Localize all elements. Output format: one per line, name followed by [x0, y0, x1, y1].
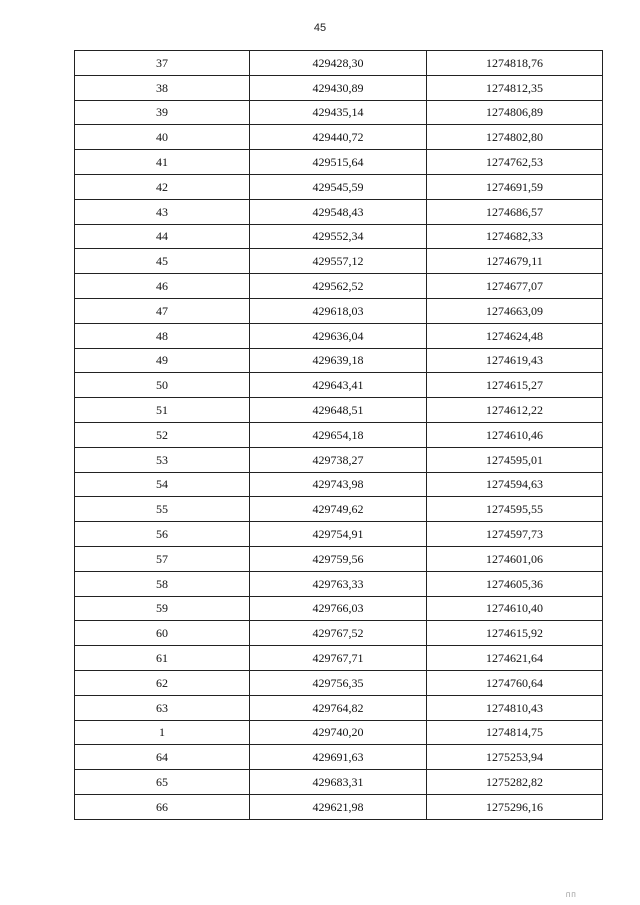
point-number-cell: 44 — [75, 224, 250, 249]
table-row — [75, 720, 603, 745]
y-coordinate-cell: 1274595,01 — [427, 447, 603, 472]
x-coordinate-cell: 429648,51 — [250, 398, 427, 423]
point-number-cell: 51 — [75, 398, 250, 423]
y-coordinate-cell: 1274615,92 — [427, 621, 603, 646]
x-coordinate-cell: 429621,98 — [250, 794, 427, 819]
y-coordinate-cell: 1274802,80 — [427, 125, 603, 150]
table-row — [75, 794, 603, 819]
table-row — [75, 472, 603, 497]
y-coordinate-cell: 1274610,46 — [427, 422, 603, 447]
y-coordinate-cell: 1274810,43 — [427, 695, 603, 720]
table-row — [75, 298, 603, 323]
y-coordinate-cell: 1275282,82 — [427, 770, 603, 795]
point-number-cell: 59 — [75, 596, 250, 621]
coordinates-table — [74, 50, 603, 820]
table-row — [75, 646, 603, 671]
y-coordinate-cell: 1274612,22 — [427, 398, 603, 423]
table-row — [75, 695, 603, 720]
point-number-cell: 40 — [75, 125, 250, 150]
point-number-cell: 42 — [75, 174, 250, 199]
y-coordinate-cell: 1275296,16 — [427, 794, 603, 819]
x-coordinate-cell: 429643,41 — [250, 373, 427, 398]
x-coordinate-cell: 429749,62 — [250, 497, 427, 522]
y-coordinate-cell: 1274686,57 — [427, 199, 603, 224]
x-coordinate-cell: 429683,31 — [250, 770, 427, 795]
y-coordinate-cell: 1274597,73 — [427, 522, 603, 547]
point-number-cell: 57 — [75, 546, 250, 571]
table-row — [75, 670, 603, 695]
table-row — [75, 51, 603, 76]
y-coordinate-cell: 1274677,07 — [427, 274, 603, 299]
table-row — [75, 75, 603, 100]
x-coordinate-cell: 429654,18 — [250, 422, 427, 447]
y-coordinate-cell: 1274619,43 — [427, 348, 603, 373]
x-coordinate-cell: 429562,52 — [250, 274, 427, 299]
point-number-cell: 49 — [75, 348, 250, 373]
x-coordinate-cell: 429691,63 — [250, 745, 427, 770]
y-coordinate-cell: 1274760,64 — [427, 670, 603, 695]
table-row — [75, 422, 603, 447]
point-number-cell: 65 — [75, 770, 250, 795]
x-coordinate-cell: 429636,04 — [250, 323, 427, 348]
x-coordinate-cell: 429740,20 — [250, 720, 427, 745]
point-number-cell: 64 — [75, 745, 250, 770]
y-coordinate-cell: 1274615,27 — [427, 373, 603, 398]
y-coordinate-cell: 1274610,40 — [427, 596, 603, 621]
table-row — [75, 447, 603, 472]
table-row — [75, 522, 603, 547]
table-row — [75, 398, 603, 423]
table-row — [75, 596, 603, 621]
y-coordinate-cell: 1274624,48 — [427, 323, 603, 348]
x-coordinate-cell: 429756,35 — [250, 670, 427, 695]
point-number-cell: 61 — [75, 646, 250, 671]
y-coordinate-cell: 1274679,11 — [427, 249, 603, 274]
point-number-cell: 43 — [75, 199, 250, 224]
x-coordinate-cell: 429435,14 — [250, 100, 427, 125]
table-row — [75, 373, 603, 398]
page-number: 45 — [313, 22, 327, 34]
table-row — [75, 546, 603, 571]
table-row — [75, 770, 603, 795]
y-coordinate-cell: 1275253,94 — [427, 745, 603, 770]
y-coordinate-cell: 1274762,53 — [427, 150, 603, 175]
x-coordinate-cell: 429759,56 — [250, 546, 427, 571]
point-number-cell: 58 — [75, 571, 250, 596]
y-coordinate-cell: 1274812,35 — [427, 75, 603, 100]
x-coordinate-cell: 429743,98 — [250, 472, 427, 497]
y-coordinate-cell: 1274818,76 — [427, 51, 603, 76]
x-coordinate-cell: 429763,33 — [250, 571, 427, 596]
point-number-cell: 56 — [75, 522, 250, 547]
x-coordinate-cell: 429545,59 — [250, 174, 427, 199]
x-coordinate-cell: 429639,18 — [250, 348, 427, 373]
table-row — [75, 100, 603, 125]
y-coordinate-cell: 1274682,33 — [427, 224, 603, 249]
point-number-cell: 63 — [75, 695, 250, 720]
table-row — [75, 199, 603, 224]
y-coordinate-cell: 1274691,59 — [427, 174, 603, 199]
point-number-cell: 37 — [75, 51, 250, 76]
point-number-cell: 66 — [75, 794, 250, 819]
point-number-cell: 52 — [75, 422, 250, 447]
x-coordinate-cell: 429764,82 — [250, 695, 427, 720]
table-row — [75, 174, 603, 199]
point-number-cell: 60 — [75, 621, 250, 646]
point-number-cell: 1 — [75, 720, 250, 745]
point-number-cell: 62 — [75, 670, 250, 695]
table-row — [75, 348, 603, 373]
point-number-cell: 55 — [75, 497, 250, 522]
y-coordinate-cell: 1274594,63 — [427, 472, 603, 497]
x-coordinate-cell: 429767,71 — [250, 646, 427, 671]
table-row — [75, 571, 603, 596]
y-coordinate-cell: 1274601,06 — [427, 546, 603, 571]
table-row — [75, 497, 603, 522]
x-coordinate-cell: 429515,64 — [250, 150, 427, 175]
table-row — [75, 621, 603, 646]
point-number-cell: 48 — [75, 323, 250, 348]
table-row — [75, 745, 603, 770]
coordinates-table-body — [75, 51, 603, 820]
table-row — [75, 323, 603, 348]
x-coordinate-cell: 429552,34 — [250, 224, 427, 249]
x-coordinate-cell: 429767,52 — [250, 621, 427, 646]
x-coordinate-cell: 429557,12 — [250, 249, 427, 274]
point-number-cell: 54 — [75, 472, 250, 497]
y-coordinate-cell: 1274806,89 — [427, 100, 603, 125]
x-coordinate-cell: 429738,27 — [250, 447, 427, 472]
footer-mark: ПП — [566, 893, 577, 899]
point-number-cell: 41 — [75, 150, 250, 175]
x-coordinate-cell: 429430,89 — [250, 75, 427, 100]
point-number-cell: 45 — [75, 249, 250, 274]
point-number-cell: 47 — [75, 298, 250, 323]
point-number-cell: 53 — [75, 447, 250, 472]
x-coordinate-cell: 429754,91 — [250, 522, 427, 547]
y-coordinate-cell: 1274621,64 — [427, 646, 603, 671]
table-row — [75, 125, 603, 150]
x-coordinate-cell: 429618,03 — [250, 298, 427, 323]
y-coordinate-cell: 1274605,36 — [427, 571, 603, 596]
x-coordinate-cell: 429428,30 — [250, 51, 427, 76]
x-coordinate-cell: 429766,03 — [250, 596, 427, 621]
point-number-cell: 46 — [75, 274, 250, 299]
point-number-cell: 50 — [75, 373, 250, 398]
y-coordinate-cell: 1274595,55 — [427, 497, 603, 522]
y-coordinate-cell: 1274814,75 — [427, 720, 603, 745]
table-row — [75, 150, 603, 175]
y-coordinate-cell: 1274663,09 — [427, 298, 603, 323]
point-number-cell: 38 — [75, 75, 250, 100]
point-number-cell: 39 — [75, 100, 250, 125]
x-coordinate-cell: 429440,72 — [250, 125, 427, 150]
table-row — [75, 274, 603, 299]
x-coordinate-cell: 429548,43 — [250, 199, 427, 224]
table-row — [75, 224, 603, 249]
table-row — [75, 249, 603, 274]
